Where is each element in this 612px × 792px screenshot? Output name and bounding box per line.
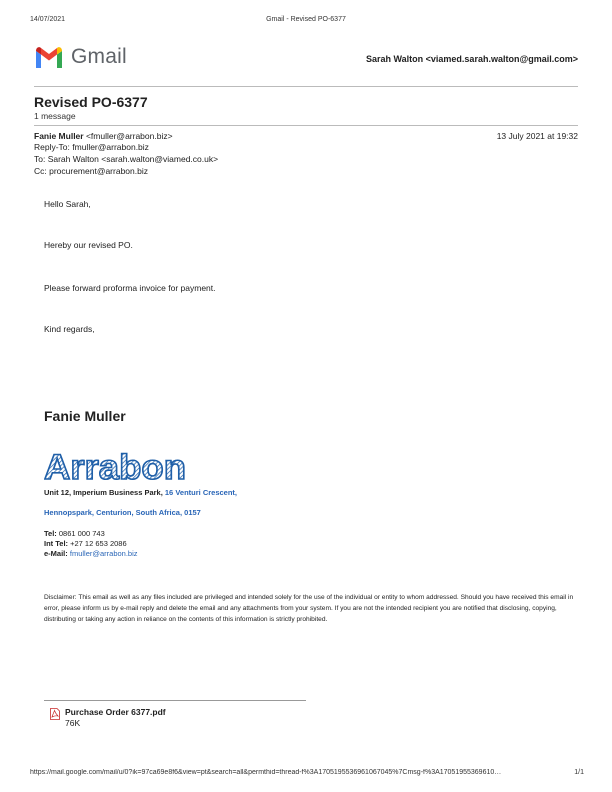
sender-name: Fanie Muller <box>34 131 84 141</box>
int-tel-line <box>44 539 127 548</box>
attachment-name[interactable]: Purchase Order 6377.pdf <box>65 707 166 717</box>
pdf-icon <box>50 708 60 720</box>
address-link-city[interactable]: Hennopspark, Centurion, South Africa, 0157 <box>44 508 201 517</box>
int-tel-label: Int Tel: <box>44 539 69 548</box>
tel-label: Tel: <box>44 529 57 538</box>
gmail-m-icon <box>34 46 64 68</box>
footer-page: 1/1 <box>574 769 584 776</box>
print-date: 14/07/2021 <box>30 16 66 23</box>
tel-value: 0861 000 743 <box>56 529 105 538</box>
address-link-street[interactable]: 16 Venturi Crescent, <box>164 488 238 497</box>
int-tel-value: +27 12 653 2086 <box>68 539 127 548</box>
body-line-2: Please forward proforma invoice for payment. <box>44 283 216 293</box>
signature-name: Fanie Muller <box>44 408 126 424</box>
email-label: e-Mail: <box>44 549 68 558</box>
cc-line: Cc: procurement@arrabon.biz <box>34 166 148 176</box>
arrabon-logo <box>44 448 189 487</box>
attachment-divider <box>44 700 306 701</box>
body-line-1: Hereby our revised PO. <box>44 240 133 250</box>
tel-line <box>44 529 105 538</box>
print-title: Gmail - Revised PO-6377 <box>266 16 346 23</box>
footer-url: https://mail.google.com/mail/u/0?ik=97ca69e8f6&view=pt&search=all&permthid=thread-f%3A1705195536961067045%7Cmsg-f%3A17051955369610… <box>30 769 502 776</box>
address-bold: Unit 12, Imperium Business Park, <box>44 488 165 497</box>
address-line-2 <box>44 508 201 517</box>
message-count: 1 message <box>34 111 76 121</box>
email-line <box>44 549 138 558</box>
disclaimer: Disclaimer: This email as well as any files included are privileged and intended solely for the use of the individual or entity to whom addressed. Should you have received this email in error, please inform us by e-mail reply and delete the email and any attachments from your system. If you are not the intended recipient you are notified that disclosing, copying, distributing or taking any action in reliance on the contents of this information is strictly prohibited. <box>44 594 574 624</box>
message-divider <box>34 125 578 126</box>
gmail-logo <box>34 44 127 70</box>
header-divider <box>34 86 578 87</box>
email-link[interactable]: fmuller@arrabon.biz <box>69 549 138 558</box>
attachment-size: 76K <box>65 718 81 728</box>
arrabon-logo-graphic <box>44 448 189 482</box>
body-closing: Kind regards, <box>44 324 95 334</box>
sender <box>34 131 173 141</box>
account-label: Sarah Walton <viamed.sarah.walton@gmail.com> <box>365 54 578 64</box>
thread-subject: Revised PO-6377 <box>34 94 148 110</box>
sender-email: <fmuller@arrabon.biz> <box>85 131 173 141</box>
logo-text: Arrabon <box>44 448 186 482</box>
message-date: 13 July 2021 at 19:32 <box>496 131 578 141</box>
reply-to: Reply-To: fmuller@arrabon.biz <box>34 142 149 152</box>
gmail-wordmark: Gmail <box>71 45 127 68</box>
to-line: To: Sarah Walton <sarah.walton@viamed.co.uk> <box>34 154 219 164</box>
address-line-1 <box>44 488 237 497</box>
body-greeting: Hello Sarah, <box>44 199 91 209</box>
